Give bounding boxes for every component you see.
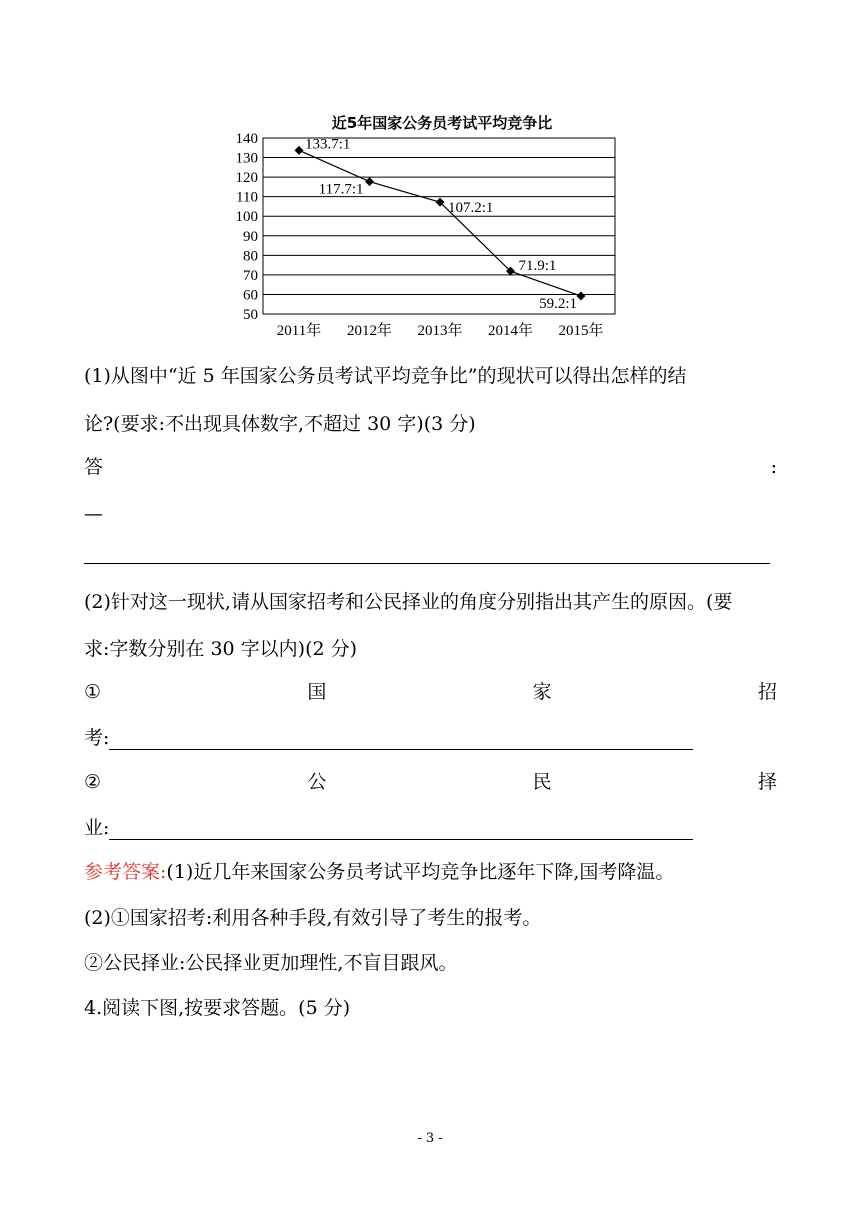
competition-ratio-line-chart xyxy=(220,108,640,344)
q1-answer-label: 答 xyxy=(84,456,104,478)
data-label: 71.9:1 xyxy=(518,258,557,275)
reference-answer-line1 xyxy=(84,860,674,884)
q1-answer-colon: : xyxy=(770,456,777,478)
q2-item1-answer-line[interactable] xyxy=(109,729,693,750)
y-tick-label: 130 xyxy=(235,150,258,167)
y-tick-label: 140 xyxy=(235,131,258,147)
q2-item1-char: 国 xyxy=(307,681,327,703)
q2-item2-char: 公 xyxy=(307,771,327,793)
data-label: 107.2:1 xyxy=(448,200,494,217)
y-tick-label: 100 xyxy=(235,209,258,226)
q4-prompt: 4.阅读下图,按要求答题。(5 分) xyxy=(84,997,351,1019)
q2-item2-answer-line[interactable] xyxy=(109,819,693,840)
reference-answer-2-2: ②公民择业:公民择业更加理性,不盲目跟风。 xyxy=(84,952,458,974)
chart-grid xyxy=(263,138,615,314)
q1-line2: 论?(要求:不出现具体数字,不超过 30 字)(3 分) xyxy=(84,413,476,435)
q1-line1: (1)从图中“近 5 年国家公务员考试平均竞争比”的现状可以得出怎样的结 xyxy=(84,365,687,387)
q2-item2-tail: 业: xyxy=(84,817,110,839)
chart-series xyxy=(295,136,586,312)
q2-item1-answer-row xyxy=(84,726,693,750)
page-number: - 3 - xyxy=(417,1131,443,1146)
q2-item1-row xyxy=(84,680,777,704)
q1-answer-line[interactable] xyxy=(84,563,770,564)
x-tick-label: 2012年 xyxy=(346,323,393,339)
reference-answer-label: 参考答案: xyxy=(84,861,167,883)
data-label: 133.7:1 xyxy=(305,136,351,153)
plot-frame xyxy=(263,138,615,314)
q2-item1-number: ① xyxy=(84,681,102,703)
q2-item1-tail: 考: xyxy=(84,727,110,749)
data-label: 117.7:1 xyxy=(318,181,364,198)
y-tick-label: 70 xyxy=(243,267,258,284)
data-point xyxy=(295,146,304,155)
q2-item2-answer-row xyxy=(84,816,693,840)
q1-answer-row xyxy=(84,455,777,479)
x-tick-label: 2011年 xyxy=(276,323,322,339)
q2-item2-char: 民 xyxy=(532,771,552,793)
y-tick-label: 120 xyxy=(235,170,258,187)
reference-answer-2-1: (2)①国家招考:利用各种手段,有效引导了考生的报考。 xyxy=(84,907,542,929)
data-label: 59.2:1 xyxy=(539,296,577,313)
q2-line1: (2)针对这一现状,请从国家招考和公民择业的角度分别指出其产生的原因。(要 xyxy=(84,591,733,613)
x-tick-label: 2014年 xyxy=(487,323,534,339)
x-axis-ticks xyxy=(277,321,604,339)
data-point xyxy=(365,177,374,186)
q2-line2: 求:字数分别在 30 字以内)(2 分) xyxy=(84,638,358,660)
q2-item2-number: ② xyxy=(84,771,102,793)
chart-title: 近5年国家公务员考试平均竞争比 xyxy=(331,114,553,132)
q2-item1-char: 招 xyxy=(757,681,777,703)
x-tick-label: 2013年 xyxy=(417,323,463,339)
x-tick-label: 2015年 xyxy=(558,323,604,339)
y-tick-label: 110 xyxy=(236,189,258,206)
y-tick-label: 60 xyxy=(243,287,258,304)
y-axis-ticks xyxy=(236,131,259,323)
q2-item1-char: 家 xyxy=(532,681,552,703)
reference-answer-1: (1)近几年来国家公务员考试平均竞争比逐年下降,国考降温。 xyxy=(166,861,675,883)
y-tick-label: 50 xyxy=(243,307,258,323)
q2-item2-char: 择 xyxy=(757,771,777,793)
y-tick-label: 90 xyxy=(243,228,258,245)
y-tick-label: 80 xyxy=(243,248,258,265)
data-point xyxy=(577,292,586,301)
q2-item2-row xyxy=(84,770,777,794)
q1-answer-dash: — xyxy=(84,503,103,525)
